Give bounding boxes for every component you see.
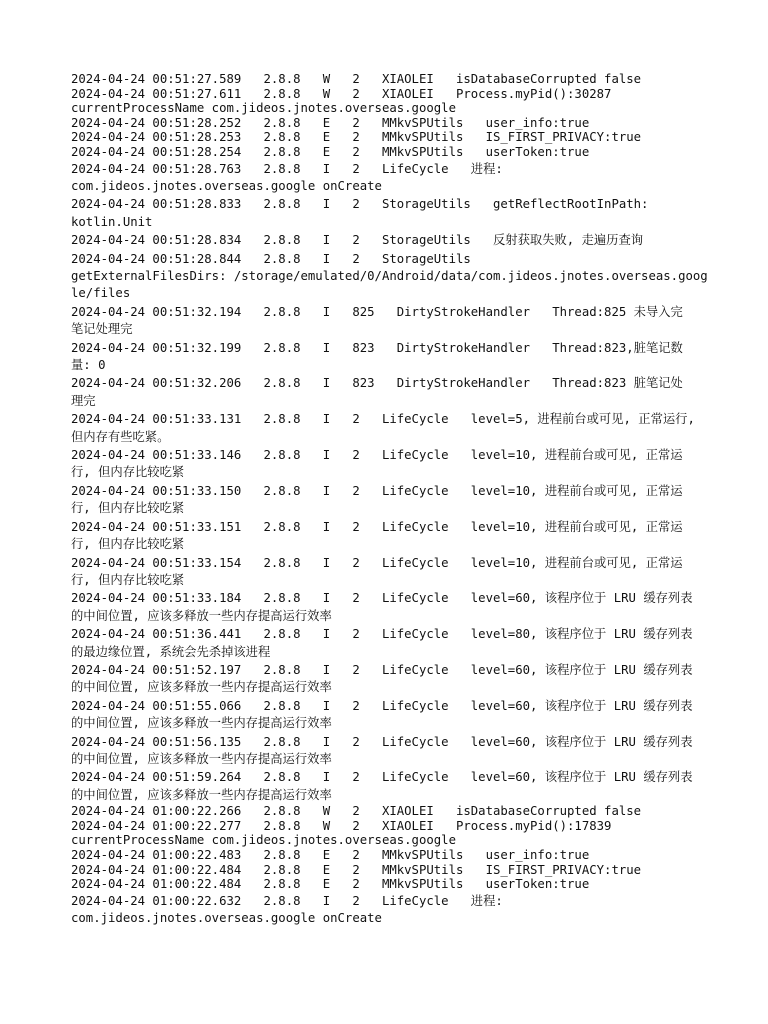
log-entry: 2024-04-24 00:51:56.135 2.8.8 I 2 LifeCycle level=60, 该程序位于 LRU 缓存列表 的中间位置, 应该多释放一些内存提高运行效率	[71, 734, 693, 766]
log-entry: 2024-04-24 00:51:32.206 2.8.8 I 823 DirtyStrokeHandler Thread:823 脏笔记处 理完	[71, 376, 683, 408]
log-entry: 2024-04-24 00:51:28.763 2.8.8 I 2 LifeCycle 进程: com.jideos.jnotes.overseas.google onCreate	[71, 161, 503, 193]
log-entry: 2024-04-24 00:51:32.194 2.8.8 I 825 DirtyStrokeHandler Thread:825 未导入完 笔记处理完	[71, 304, 683, 337]
log-entry: 2024-04-24 01:00:22.484 2.8.8 E 2 MMkvSPUtils userToken:true	[71, 877, 590, 892]
log-entry: 2024-04-24 00:51:28.253 2.8.8 E 2 MMkvSPUtils IS_FIRST_PRIVACY:true	[71, 130, 642, 145]
log-entry: 2024-04-24 00:51:32.199 2.8.8 I 823 DirtyStrokeHandler Thread:823,脏笔记数 量: 0	[71, 340, 683, 373]
log-document	[71, 72, 711, 928]
log-entry: 2024-04-24 00:51:27.611 2.8.8 W 2 XIAOLEI Process.myPid():30287 currentProcessName com.jideos.jnotes.overseas.google	[71, 86, 612, 116]
log-entry: 2024-04-24 00:51:55.066 2.8.8 I 2 LifeCycle level=60, 该程序位于 LRU 缓存列表 的中间位置, 应该多释放一些内存提高运行效率	[71, 698, 693, 731]
log-entry: 2024-04-24 01:00:22.484 2.8.8 E 2 MMkvSPUtils IS_FIRST_PRIVACY:true	[71, 862, 642, 877]
log-entry: 2024-04-24 00:51:27.589 2.8.8 W 2 XIAOLEI isDatabaseCorrupted false	[71, 72, 642, 86]
log-entry: 2024-04-24 01:00:22.266 2.8.8 W 2 XIAOLEI isDatabaseCorrupted false	[71, 804, 642, 819]
log-entry: 2024-04-24 00:51:36.441 2.8.8 I 2 LifeCycle level=80, 该程序位于 LRU 缓存列表 的最边缘位置, 系统会先杀掉该进程	[71, 627, 693, 659]
log-entry: 2024-04-24 01:00:22.483 2.8.8 E 2 MMkvSPUtils user_info:true	[71, 847, 590, 862]
log-entry: 2024-04-24 00:51:28.844 2.8.8 I 2 StorageUtils getExternalFilesDirs: /storage/emulated/0/Android/data/com.jideos.jnotes.overseas.google/files	[71, 251, 708, 301]
log-entry: 2024-04-24 00:51:28.834 2.8.8 I 2 StorageUtils 反射获取失败, 走遍历查询	[71, 233, 644, 248]
log-entry: 2024-04-24 00:51:33.150 2.8.8 I 2 LifeCycle level=10, 进程前台或可见, 正常运 行, 但内存比较吃紧	[71, 483, 683, 516]
log-entry: 2024-04-24 00:51:28.254 2.8.8 E 2 MMkvSPUtils userToken:true	[71, 144, 590, 159]
log-entry: 2024-04-24 00:51:33.131 2.8.8 I 2 LifeCycle level=5, 进程前台或可见, 正常运行, 但内存有些吃紧。	[71, 412, 695, 444]
log-entry: 2024-04-24 00:51:33.151 2.8.8 I 2 LifeCycle level=10, 进程前台或可见, 正常运 行, 但内存比较吃紧	[71, 519, 683, 552]
log-entry: 2024-04-24 00:51:59.264 2.8.8 I 2 LifeCycle level=60, 该程序位于 LRU 缓存列表 的中间位置, 应该多释放一些内存提高运行效率	[71, 770, 693, 802]
log-entry: 2024-04-24 00:51:33.184 2.8.8 I 2 LifeCycle level=60, 该程序位于 LRU 缓存列表 的中间位置, 应该多释放一些内存提高运行效率	[71, 591, 693, 623]
log-entry: 2024-04-24 00:51:33.154 2.8.8 I 2 LifeCycle level=10, 进程前台或可见, 正常运 行, 但内存比较吃紧	[71, 555, 683, 587]
log-entry: 2024-04-24 01:00:22.632 2.8.8 I 2 LifeCycle 进程: com.jideos.jnotes.overseas.google onCreate	[71, 893, 503, 926]
log-entry: 2024-04-24 01:00:22.277 2.8.8 W 2 XIAOLEI Process.myPid():17839 currentProcessName com.jideos.jnotes.overseas.google	[71, 818, 612, 848]
log-entry: 2024-04-24 00:51:28.252 2.8.8 E 2 MMkvSPUtils user_info:true	[71, 115, 590, 130]
log-entry: 2024-04-24 00:51:52.197 2.8.8 I 2 LifeCycle level=60, 该程序位于 LRU 缓存列表 的中间位置, 应该多释放一些内存提高运行效率	[71, 662, 693, 695]
log-entry: 2024-04-24 00:51:28.833 2.8.8 I 2 StorageUtils getReflectRootInPath: kotlin.Unit	[71, 197, 649, 229]
log-entry: 2024-04-24 00:51:33.146 2.8.8 I 2 LifeCycle level=10, 进程前台或可见, 正常运 行, 但内存比较吃紧	[71, 448, 683, 480]
